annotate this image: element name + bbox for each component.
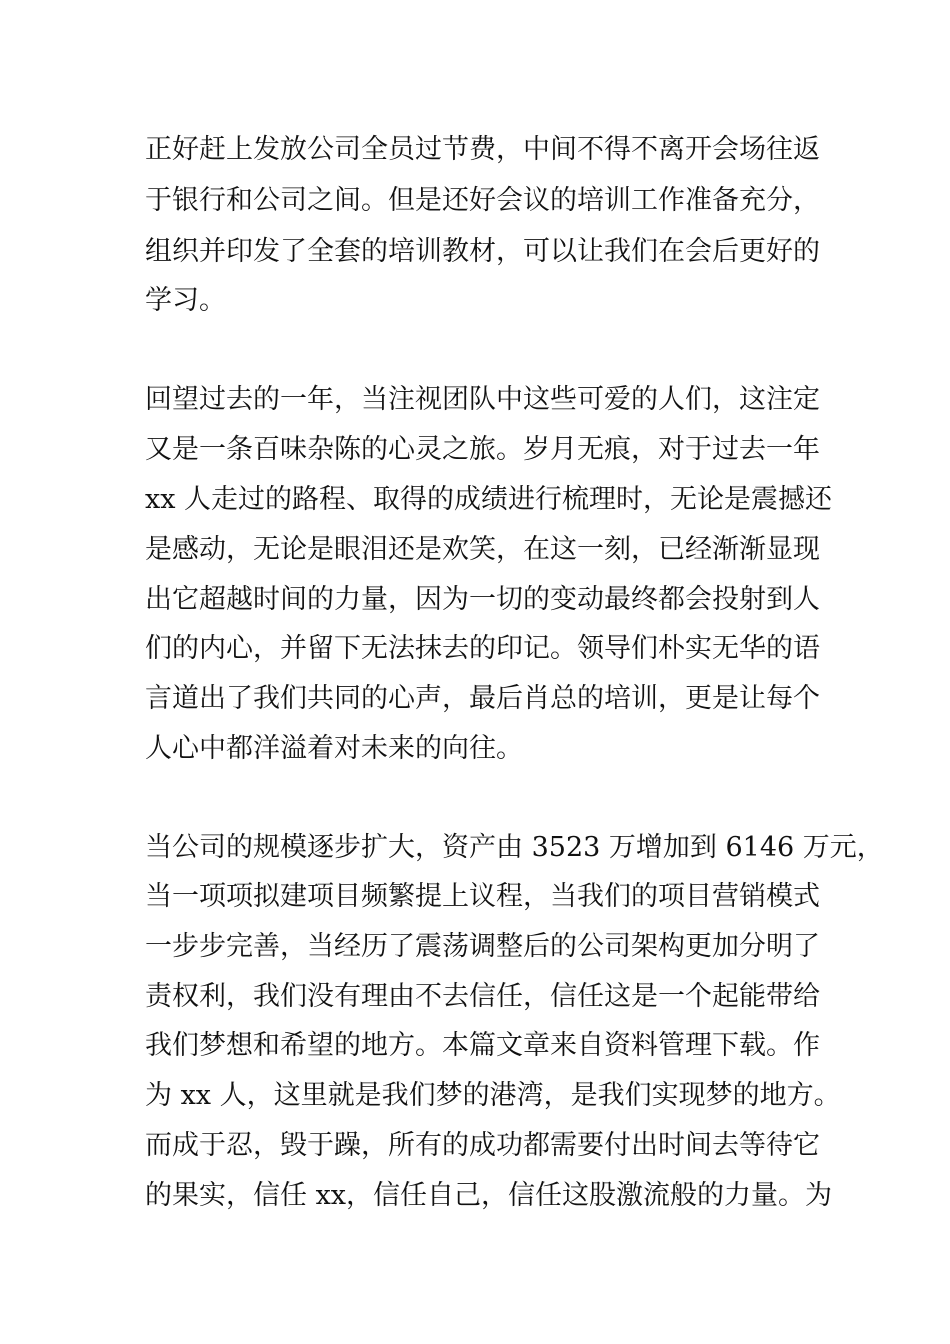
paragraph-line: 出它超越时间的力量，因为一切的变动最终都会投射到人 — [145, 584, 820, 615]
paragraph-line: 是感动，无论是眼泪还是欢笑，在这一刻，已经渐渐显现 — [145, 534, 820, 565]
paragraph-line: 人心中都洋溢着对未来的向往。 — [145, 733, 523, 764]
paragraph-line: 的果实，信任 xx，信任自己，信任这股激流般的力量。为 — [145, 1180, 833, 1211]
paragraph-line: 于银行和公司之间。但是还好会议的培训工作准备充分， — [145, 185, 820, 216]
paragraph-line: 责权利，我们没有理由不去信任，信任这是一个起能带给 — [145, 981, 820, 1012]
paragraph-line: 组织并印发了全套的培训教材，可以让我们在会后更好的 — [145, 236, 820, 267]
paragraph-line: 为 xx 人，这里就是我们梦的港湾，是我们实现梦的地方。 — [145, 1080, 841, 1111]
paragraph-line: xx 人走过的路程、取得的成绩进行梳理时，无论是震撼还 — [145, 484, 833, 515]
paragraph-line: 学习。 — [145, 285, 226, 316]
paragraph-line: 言道出了我们共同的心声，最后肖总的培训，更是让每个 — [145, 683, 820, 714]
paragraph-line: 当一项项拟建项目频繁提上议程，当我们的项目营销模式 — [145, 881, 820, 912]
paragraph-line: 回望过去的一年，当注视团队中这些可爱的人们，这注定 — [145, 384, 820, 415]
paragraph-line: 一步步完善，当经历了震荡调整后的公司架构更加分明了 — [145, 931, 820, 962]
paragraph-line: 们的内心，并留下无法抹去的印记。领导们朴实无华的语 — [145, 633, 820, 664]
paragraph-line: 而成于忍，毁于躁，所有的成功都需要付出时间去等待它 — [145, 1130, 820, 1161]
paragraph-line: 又是一条百味杂陈的心灵之旅。岁月无痕，对于过去一年 — [145, 434, 820, 465]
paragraph-line: 我们梦想和希望的地方。本篇文章来自资料管理下载。作 — [145, 1030, 820, 1061]
paragraph-line: 当公司的规模逐步扩大，资产由 3523 万增加到 6146 万元， — [145, 832, 884, 863]
paragraph-line: 正好赶上发放公司全员过节费，中间不得不离开会场往返 — [145, 134, 820, 165]
